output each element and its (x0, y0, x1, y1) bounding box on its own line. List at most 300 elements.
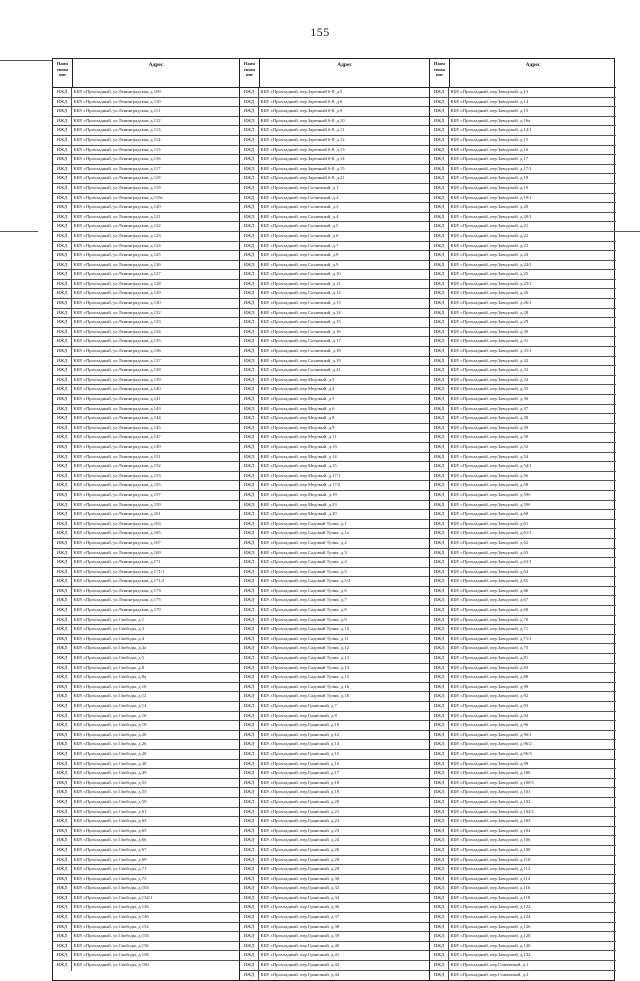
type-cell: ИЖД (53, 213, 72, 222)
table-row (53, 117, 239, 127)
type-cell: ИЖД (430, 721, 449, 730)
table-block-left (53, 59, 240, 980)
type-cell: ИЖД (240, 740, 259, 749)
address-cell: КБР, г.Прохладный, пер.Заводской, д.122 (450, 904, 531, 910)
type-cell: ИЖД (240, 664, 259, 673)
table-row (53, 913, 239, 923)
type-cell: ИЖД (430, 98, 449, 107)
type-cell: ИЖД (240, 510, 259, 519)
address-cell: КБР, г.Прохладный, ул.Свободы, д.134/1 (73, 894, 153, 900)
type-cell: ИЖД (53, 539, 72, 548)
address-cell: КБР, г.Прохладный, ул.Свободы, д.61 (73, 808, 147, 814)
type-cell: ИЖД (430, 846, 449, 855)
address-cell: КБР, г.Прохладный, пер.Заводской, д.118 (450, 894, 531, 900)
type-cell: ИЖД (430, 318, 449, 327)
address-cell: КБР, г.Прохладный, пер.Заводской, д.59б (450, 501, 531, 507)
table-row (53, 280, 239, 290)
type-cell: ИЖД (53, 625, 72, 634)
address-cell: КБР, г.Прохладный, пер.Заводской, д.24 (450, 252, 529, 258)
address-cell: КБР, г.Прохладный, ул.Ленинградская, д.157 (73, 491, 161, 497)
address-cell: КБР, г.Прохладный, ул.Ленинградская, д.118 (73, 175, 161, 181)
table-row (53, 654, 239, 664)
table-row (53, 366, 239, 376)
table-row (53, 222, 239, 232)
address-cell: КБР, г.Прохладный, ул.Ленинградская, д.159 (73, 501, 161, 507)
type-cell: ИЖД (53, 875, 72, 884)
type-cell: ИЖД (430, 222, 449, 231)
address-cell: КБР, г.Прохладный, пер.Заводской, д.21 (450, 223, 529, 229)
type-cell: ИЖД (53, 98, 72, 107)
address-cell: КБР, г.Прохладный, пер.Заводской, д.83 (450, 664, 529, 670)
scan-edge-line (0, 60, 52, 61)
type-cell: ИЖД (430, 395, 449, 404)
type-cell: ИЖД (53, 270, 72, 279)
table-row (430, 596, 616, 606)
address-cell: КБР, г.Прохладный, пер.Заводской, д.22 (450, 232, 529, 238)
address-cell: КБР, г.Прохладный, пер.Гранічный, д.19 (260, 789, 340, 795)
table-row (430, 414, 616, 424)
table-row (240, 194, 429, 204)
type-cell: ИЖД (240, 568, 259, 577)
type-cell: ИЖД (240, 491, 259, 500)
type-cell: ИЖД (53, 836, 72, 845)
type-cell: ИЖД (240, 558, 259, 567)
type-cell: ИЖД (240, 414, 259, 423)
table-row (240, 740, 429, 750)
type-cell: ИЖД (240, 146, 259, 155)
address-cell: КБР, г.Прохладный, ул.Ленинградская, д.127 (73, 271, 161, 277)
address-cell: КБР, г.Прохладный, пер.Заводской, д.26/1 (450, 300, 532, 306)
address-cell: КБР, г.Прохладный, ул.Свободы, д.71 (73, 866, 147, 872)
type-cell: ИЖД (430, 184, 449, 193)
table-row (240, 462, 429, 472)
type-cell: ИЖД (240, 903, 259, 912)
table-row (430, 731, 616, 741)
type-cell: ИЖД (240, 481, 259, 490)
type-cell: ИЖД (430, 625, 449, 634)
address-cell: КБР, г.Прохладный, пер.Заводской, д.37 (450, 405, 529, 411)
address-cell: КБР, г.Прохладный, ул.Свободы, д.136 (73, 904, 149, 910)
table-row (240, 453, 429, 463)
table-row (430, 827, 616, 837)
type-cell: ИЖД (53, 117, 72, 126)
type-cell: ИЖД (240, 357, 259, 366)
address-cell: КБР, г.Прохладный, пер.Заводской, д.114 (450, 875, 531, 881)
table-row (240, 596, 429, 606)
address-cell: КБР, г.Прохладный, пер.Гранічный, д.30 (260, 875, 340, 881)
address-cell: КБР, г.Прохладный, пер.Медовый, д.29 (260, 511, 337, 517)
address-cell: КБР, г.Прохладный, ул.Свободы, д.30 (73, 760, 147, 766)
address-cell: КБР, г.Прохладный, ул.Ленинградская, д.111 (73, 108, 161, 114)
table-row (240, 385, 429, 395)
table-row (53, 98, 239, 108)
type-cell: ИЖД (430, 644, 449, 653)
type-cell: ИЖД (240, 856, 259, 865)
address-cell: КБР, г.Прохладный, пер.Заводской, д.128 (450, 933, 531, 939)
address-cell: КБР, г.Прохладный, пер.Садовый Тупик, д.18 (260, 693, 349, 699)
table-row (240, 529, 429, 539)
address-cell: КБР, г.Прохладный, пер.Гранічный, д.12 (260, 731, 340, 737)
table-row (430, 184, 616, 194)
table-header-row (430, 59, 616, 88)
table-row (240, 289, 429, 299)
table-row (53, 673, 239, 683)
table-row (240, 395, 429, 405)
type-cell: ИЖД (430, 760, 449, 769)
address-cell: КБР, г.Прохладный, ул.Свободы, д.65 (73, 827, 147, 833)
address-cell: КБР, г.Прохладный, пер.Солнечный, д.4 (260, 213, 339, 219)
type-cell: ИЖД (53, 894, 72, 903)
type-cell: ИЖД (53, 769, 72, 778)
type-cell: ИЖД (430, 155, 449, 164)
table-row (53, 194, 239, 204)
address-cell: КБР, г.Прохладный, пер.Заводской, д.29 (450, 319, 529, 325)
table-row (240, 923, 429, 933)
table-row (240, 856, 429, 866)
address-cell: КБР, г.Прохладный, пер.Солнечный, д.17 (260, 338, 341, 344)
type-cell: ИЖД (53, 683, 72, 692)
type-cell: ИЖД (240, 779, 259, 788)
table-row (430, 203, 616, 213)
table-row (430, 194, 616, 204)
type-cell: ИЖД (240, 184, 259, 193)
table-row (53, 299, 239, 309)
table-row (240, 673, 429, 683)
type-cell: ИЖД (430, 836, 449, 845)
address-cell: КБР, г.Прохладный, пер.Заводской, д.70 (450, 616, 529, 622)
table-row (53, 242, 239, 252)
address-cell: КБР, г.Прохладный, ул.Ленинградская, д.141 (73, 396, 161, 401)
table-row (53, 357, 239, 367)
type-cell: ИЖД (430, 491, 449, 500)
address-cell: КБР, г.Прохладный, пер.Заводской, д.64 (450, 568, 529, 574)
table-row (53, 788, 239, 798)
table-row (240, 117, 429, 127)
type-cell: ИЖД (430, 203, 449, 212)
table-row (53, 155, 239, 165)
type-cell: ИЖД (240, 337, 259, 346)
table-row (53, 289, 239, 299)
scan-edge-line (0, 231, 38, 232)
address-cell: КБР, г.Прохладный, пер.Садовый Тупик, д.10 (260, 626, 349, 632)
address-cell: КБР, г.Прохладный, пер.Заводской, д.100 (450, 770, 531, 776)
address-cell: КБР, г.Прохладный, пер.Заводской, д.130 (450, 942, 531, 948)
type-cell: ИЖД (240, 875, 259, 884)
table-row (53, 203, 239, 213)
table-row (430, 644, 616, 654)
address-cell: КБР, г.Прохладный, пер.Солнечный, д.1 (260, 184, 339, 190)
address-cell: КБР, г.Прохладный, ул.Свободы, д.160 (73, 962, 149, 968)
type-cell: ИЖД (53, 472, 72, 481)
type-cell: ИЖД (53, 788, 72, 797)
table-row (240, 865, 429, 875)
table-row (53, 309, 239, 319)
type-cell: ИЖД (53, 366, 72, 375)
address-cell: КБР, г.Прохладный, пер.Гранічный, д.39 (260, 933, 340, 939)
table-block-right (430, 59, 616, 980)
type-cell: ИЖД (430, 88, 449, 97)
table-row (430, 462, 616, 472)
type-cell: ИЖД (240, 261, 259, 270)
table-row (240, 251, 429, 261)
address-cell: КБР, г.Прохладный, ул.Ленинградская, д.171/1 (73, 568, 165, 574)
address-cell: КБР, г.Прохладный, пер.Заводской, д.30 (450, 328, 529, 334)
address-cell: КБР, г.Прохладный, пер.Заводской, д.19 (450, 184, 529, 190)
table-row (53, 961, 239, 971)
table-row (53, 750, 239, 760)
type-cell: ИЖД (430, 424, 449, 433)
address-cell: КБР, г.Прохладный, пер.Заводской, д.28 (450, 309, 529, 315)
table-row (430, 395, 616, 405)
table-row (430, 117, 616, 127)
type-cell: ИЖД (240, 539, 259, 548)
type-cell: ИЖД (240, 222, 259, 231)
type-cell: ИЖД (53, 337, 72, 346)
address-cell: КБР, г.Прохладный, пер.Заречный 6-8, д.21 (260, 175, 345, 181)
table-row (430, 481, 616, 491)
type-cell: ИЖД (430, 673, 449, 682)
table-row (240, 932, 429, 942)
table-row (240, 376, 429, 386)
table-row (53, 644, 239, 654)
type-cell: ИЖД (53, 232, 72, 241)
address-cell: КБР, г.Прохладный, пер.Медовый, д.14 (260, 453, 337, 459)
type-cell: ИЖД (53, 155, 72, 164)
address-column-header: Адрес (525, 62, 541, 68)
type-cell: ИЖД (240, 577, 259, 586)
type-cell: ИЖД (240, 827, 259, 836)
type-cell: ИЖД (430, 270, 449, 279)
type-cell: ИЖД (53, 309, 72, 318)
address-cell: КБР, г.Прохладный, пер.Станичный, д.2 (450, 971, 529, 977)
address-cell: КБР, г.Прохладный, пер.Гранічный, д.34 (260, 894, 340, 900)
address-cell: КБР, г.Прохладный, пер.Медовый, д.9 (260, 424, 335, 430)
table-row (240, 692, 429, 702)
type-cell: ИЖД (53, 299, 72, 308)
type-cell: ИЖД (430, 769, 449, 778)
table-row (430, 951, 616, 961)
table-row (240, 779, 429, 789)
type-cell: ИЖД (430, 587, 449, 596)
address-cell: КБР, г.Прохладный, пер.Гранічный, д.41 (260, 952, 340, 958)
address-cell: КБР, г.Прохладный, пер.Заводской, д.110 (450, 856, 531, 862)
address-cell: КБР, г.Прохладный, ул.Ленинградская, д.145 (73, 424, 161, 430)
type-cell: ИЖД (53, 558, 72, 567)
address-cell: КБР, г.Прохладный, ул.Свободы, д.63 (73, 818, 147, 824)
table-row (53, 568, 239, 578)
type-cell: ИЖД (430, 798, 449, 807)
table-row (430, 405, 616, 415)
type-cell: ИЖД (53, 932, 72, 941)
address-cell: КБР, г.Прохладный, пер.Заводской, д.26 (450, 290, 529, 296)
table-row (430, 913, 616, 923)
type-cell: ИЖД (240, 788, 259, 797)
table-row (240, 721, 429, 731)
address-cell: КБР, г.Прохладный, пер.Заводской, д.93 (450, 703, 529, 708)
table-row (53, 405, 239, 415)
address-cell: КБР, г.Прохладный, ул.Ленинградская, д.155 (73, 482, 161, 488)
address-cell: КБР, г.Прохладный, пер.Медовый, д.19 (260, 491, 337, 497)
address-cell: КБР, г.Прохладный, ул.Ленинградская, д.121 (73, 213, 161, 219)
type-cell: ИЖД (53, 462, 72, 471)
table-row (53, 779, 239, 789)
address-cell: КБР, г.Прохладный, ул.Свободы, д.73 (73, 875, 147, 881)
address-cell: КБР, г.Прохладный, пер.Заводской, д.14/1 (450, 127, 532, 133)
address-cell: КБР, г.Прохладный, пер.Гранічный, д.29 (260, 866, 340, 872)
address-cell: КБР, г.Прохладный, пер.Медовый, д.17/1 (260, 472, 341, 478)
type-cell: ИЖД (240, 385, 259, 394)
table-row (240, 606, 429, 616)
address-cell: КБР, г.Прохладный, пер.Медовый, д.5 (260, 396, 335, 401)
type-cell: ИЖД (53, 721, 72, 730)
address-cell: КБР, г.Прохладный, пер.Заводской, д.14 (450, 98, 529, 104)
type-cell: ИЖД (430, 549, 449, 558)
address-cell: КБР, г.Прохладный, ул.Ленинградская, д.163 (73, 520, 161, 526)
type-cell: ИЖД (430, 884, 449, 893)
table-row (430, 875, 616, 885)
table-row (240, 481, 429, 491)
type-cell: ИЖД (430, 213, 449, 222)
table-row (430, 433, 616, 443)
address-cell: КБР, г.Прохладный, ул.Ленинградская, д.133 (73, 319, 161, 325)
address-cell: КБР, г.Прохладный, ул.Ленинградская, д.171/2 (73, 578, 165, 584)
address-cell: КБР, г.Прохладный, ул.Свободы, д.14 (73, 703, 147, 708)
type-cell: ИЖД (430, 107, 449, 116)
address-cell: КБР, г.Прохладный, пер.Садовый Тупик, д.15 (260, 674, 349, 680)
type-cell: ИЖД (240, 549, 259, 558)
address-cell: КБР, г.Прохладный, пер.Заводской, д.20/1 (450, 213, 532, 219)
type-cell: ИЖД (430, 664, 449, 673)
table-row (430, 376, 616, 386)
address-cell: КБР, г.Прохладный, ул.Свободы, д.8 (73, 664, 145, 670)
table-row (430, 769, 616, 779)
address-cell: КБР, г.Прохладный, пер.Садовый Тупик, д.9 (260, 616, 347, 622)
type-cell: ИЖД (53, 587, 72, 596)
address-cell: КБР, г.Прохладный, пер.Заводской, д.96/3 (450, 750, 532, 756)
address-cell: КБР, г.Прохладный, ул.Свободы, д.104 (73, 885, 149, 891)
address-cell: КБР, г.Прохладный, пер.Заводской, д.92 (450, 693, 529, 699)
table-row (430, 894, 616, 904)
type-cell: ИЖД (240, 923, 259, 932)
address-cell: КБР, г.Прохладный, пер.Солнечный, д.21 (260, 367, 341, 373)
table-row (53, 817, 239, 827)
address-cell: КБР, г.Прохладный, ул.Ленинградская, д.136 (73, 348, 161, 354)
address-cell: КБР, г.Прохладный, пер.Заводской, д.88 (450, 674, 529, 680)
address-cell: КБР, г.Прохладный, пер.Гранічный, д.40 (260, 942, 340, 948)
type-cell: ИЖД (53, 846, 72, 855)
type-cell: ИЖД (430, 347, 449, 356)
address-cell: КБР, г.Прохладный, пер.Заводской, д.59б (450, 491, 531, 497)
address-cell: КБР, г.Прохладный, пер.Гранічный, д.28 (260, 856, 340, 862)
address-cell: КБР, г.Прохладный, пер.Гранічный, д.20 (260, 798, 340, 804)
address-cell: КБР, г.Прохладный, пер.Медовый, д.23 (260, 501, 337, 507)
table-row (53, 894, 239, 904)
address-cell: КБР, г.Прохладный, ул.Ленинградская, д.122 (73, 223, 161, 229)
table-row (53, 616, 239, 626)
type-cell: ИЖД (240, 117, 259, 126)
address-cell: КБР, г.Прохладный, пер.Гранічный, д.17 (260, 770, 340, 776)
address-cell: КБР, г.Прохладный, ул.Ленинградская, д.137 (73, 357, 161, 363)
table-row (53, 453, 239, 463)
address-cell: КБР, г.Прохладный, пер.Солнечный, д.16 (260, 328, 341, 334)
table-row (240, 664, 429, 674)
table-row (53, 414, 239, 424)
address-cell: КБР, г.Прохладный, пер.Солнечный, д.18 (260, 348, 341, 354)
address-cell: КБР, г.Прохладный, пер.Гранічный, д.24 (260, 837, 340, 843)
table-row (53, 424, 239, 434)
type-cell: ИЖД (53, 549, 72, 558)
type-cell: ИЖД (430, 309, 449, 318)
address-cell: КБР, г.Прохладный, пер.Гранічный, д.8 (260, 712, 337, 718)
type-cell: ИЖД (240, 88, 259, 97)
address-cell: КБР, г.Прохладный, пер.Медовый, д.11 (260, 434, 337, 440)
type-cell: ИЖД (430, 951, 449, 960)
type-cell: ИЖД (240, 280, 259, 289)
address-cell: КБР, г.Прохладный, пер.Садовый Тупик, д.12 (260, 645, 349, 651)
table-header-row (53, 59, 239, 88)
address-cell: КБР, г.Прохладный, ул.Ленинградская, д.109 (73, 89, 161, 94)
address-cell: КБР, г.Прохладный, пер.Заводской, д.63 (450, 549, 529, 555)
table-header-row (240, 59, 429, 88)
address-cell: КБР, г.Прохладный, пер.Заводской, д.35 (450, 386, 529, 392)
type-cell: ИЖД (53, 510, 72, 519)
table-row (240, 328, 429, 338)
type-cell: ИЖД (53, 357, 72, 366)
type-cell: ИЖД (240, 951, 259, 960)
address-cell: КБР, г.Прохладный, пер.Гранічный, д.44 (260, 971, 340, 977)
address-cell: КБР, г.Прохладный, ул.Свободы, д.16 (73, 712, 147, 718)
address-cell: КБР, г.Прохладный, пер.Заречный 6-8, д.12 (260, 136, 345, 142)
address-cell: КБР, г.Прохладный, пер.Заводской, д.50 (450, 434, 529, 440)
type-cell: ИЖД (53, 923, 72, 932)
table-row (53, 232, 239, 242)
address-cell: КБР, г.Прохладный, ул.Ленинградская, д.112 (73, 117, 161, 123)
address-cell: КБР, г.Прохладный, ул.Ленинградская, д.129 (73, 290, 161, 296)
address-cell: КБР, г.Прохладный, ул.Ленинградская, д.152 (73, 463, 161, 469)
address-cell: КБР, г.Прохладный, пер.Заводской, д.58 (450, 482, 529, 488)
address-cell: КБР, г.Прохладный, пер.Гранічный, д.23 (260, 827, 340, 833)
type-cell: ИЖД (53, 501, 72, 510)
address-cell: КБР, г.Прохладный, пер.Заводской, д.23 (450, 242, 529, 248)
type-cell: ИЖД (430, 817, 449, 826)
address-cell: КБР, г.Прохладный, пер.Заводской, д.112 (450, 866, 531, 872)
address-cell: КБР, г.Прохладный, пер.Заводской, д.96 (450, 722, 529, 728)
type-cell: ИЖД (430, 405, 449, 414)
type-cell: ИЖД (53, 328, 72, 337)
address-cell: КБР, г.Прохладный, ул.Свободы, д.28 (73, 750, 147, 756)
table-row (430, 836, 616, 846)
table-row (53, 808, 239, 818)
table-row (53, 376, 239, 386)
type-cell: ИЖД (430, 596, 449, 605)
type-cell: ИЖД (240, 635, 259, 644)
type-cell: ИЖД (430, 453, 449, 462)
type-cell: ИЖД (430, 510, 449, 519)
table-row (430, 337, 616, 347)
table-row (430, 453, 616, 463)
table-row (240, 299, 429, 309)
type-cell: ИЖД (240, 644, 259, 653)
table-row (430, 702, 616, 712)
table-row (430, 932, 616, 942)
table-row (240, 472, 429, 482)
table-row (430, 740, 616, 750)
table-row (430, 501, 616, 511)
type-cell: ИЖД (53, 740, 72, 749)
table-row (430, 491, 616, 501)
type-cell: ИЖД (53, 318, 72, 327)
table-row (53, 577, 239, 587)
